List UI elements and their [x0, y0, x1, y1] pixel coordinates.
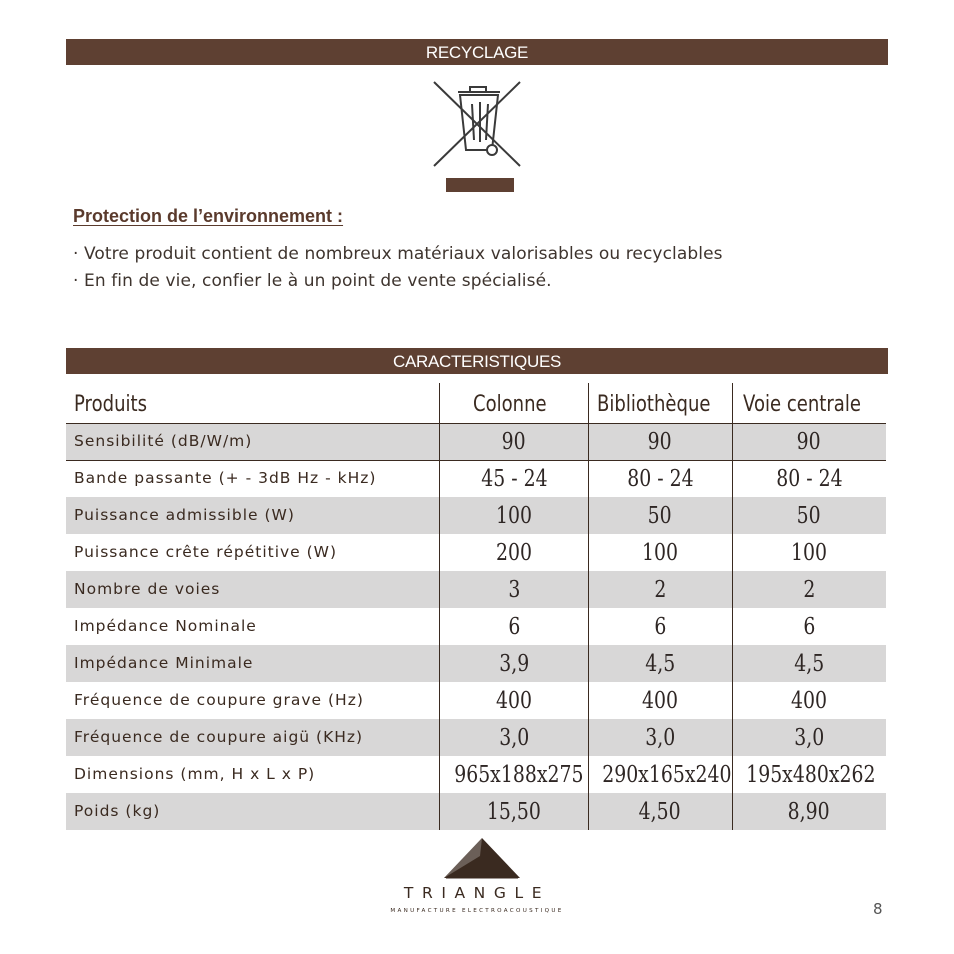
header-products: Produits [74, 392, 147, 417]
table-divider [66, 460, 886, 461]
row-value: 100 [641, 540, 679, 566]
row-value: 400 [495, 688, 533, 714]
table-divider [66, 423, 886, 424]
table-row [66, 719, 886, 756]
row-label: Dimensions (mm, H x L x P) [74, 765, 316, 783]
row-value: 4,5 [644, 651, 675, 677]
row-value: 50 [796, 503, 822, 529]
row-value: 90 [501, 429, 527, 455]
brand-name: TRIANGLE [403, 884, 551, 902]
recycling-banner [66, 39, 888, 65]
table-row [66, 423, 886, 460]
row-value: 3,0 [793, 725, 824, 751]
header-column-bibliotheque: Bibliothèque [597, 392, 711, 417]
row-label: Fréquence de coupure grave (Hz) [74, 691, 364, 709]
table-row [66, 645, 886, 682]
row-value: 400 [790, 688, 828, 714]
specs-banner-label: CARACTERISTIQUES [392, 352, 562, 371]
row-value: 3,0 [644, 725, 675, 751]
environment-title: Protection de l’environnement : [73, 206, 344, 226]
row-value: 400 [641, 688, 679, 714]
row-value: 90 [796, 429, 822, 455]
table-row [66, 608, 886, 645]
column-divider [588, 383, 589, 830]
recycling-banner-label: RECYCLAGE [425, 43, 529, 62]
row-value: 195x480x262 [746, 762, 876, 788]
row-value: 15,50 [486, 799, 541, 825]
row-value: 3,9 [498, 651, 529, 677]
table-row [66, 793, 886, 830]
table-row [66, 497, 886, 534]
row-value: 4,5 [793, 651, 824, 677]
environment-line: · En fin de vie, confier le à un point de vente spécialisé. [73, 271, 552, 291]
row-value: 8,90 [788, 799, 830, 825]
table-row [66, 460, 886, 497]
table-row [66, 571, 886, 608]
row-value: 80 - 24 [626, 466, 694, 492]
row-value: 6 [802, 614, 815, 640]
row-label: Nombre de voies [74, 580, 221, 598]
row-value: 2 [802, 577, 815, 603]
row-value: 45 - 24 [480, 466, 548, 492]
row-value: 80 - 24 [775, 466, 843, 492]
row-label: Impédance Minimale [74, 654, 254, 672]
row-value: 200 [495, 540, 533, 566]
crossed-out-wheelie-bin-icon [430, 78, 524, 194]
header-column-voie-centrale: Voie centrale [743, 392, 861, 417]
row-value: 4,50 [639, 799, 681, 825]
row-label: Puissance crête répétitive (W) [74, 543, 338, 561]
table-row [66, 756, 886, 793]
row-value: 6 [507, 614, 520, 640]
column-divider [732, 383, 733, 830]
page-number: 8 [873, 900, 883, 918]
specs-banner [66, 348, 888, 374]
row-value: 100 [495, 503, 533, 529]
row-label: Fréquence de coupure aigü (KHz) [74, 728, 364, 746]
table-row [66, 534, 886, 571]
row-value: 965x188x275 [454, 762, 584, 788]
row-label: Impédance Nominale [74, 617, 257, 635]
row-value: 3,0 [498, 725, 529, 751]
row-value: 100 [790, 540, 828, 566]
row-value: 90 [647, 429, 673, 455]
environment-line: · Votre produit contient de nombreux matériaux valorisables ou recyclables [73, 244, 723, 264]
row-label: Puissance admissible (W) [74, 506, 295, 524]
column-divider [439, 383, 440, 830]
row-value: 290x165x240 [602, 762, 732, 788]
brand-tagline: MANUFACTURE ELECTROACOUSTIQUE [390, 908, 564, 914]
row-label: Sensibilité (dB/W/m) [74, 432, 253, 450]
row-value: 6 [653, 614, 666, 640]
row-value: 3 [507, 577, 520, 603]
row-label: Poids (kg) [74, 802, 161, 820]
header-column-colonne: Colonne [473, 392, 547, 417]
table-row [66, 682, 886, 719]
row-value: 2 [653, 577, 666, 603]
row-value: 50 [647, 503, 673, 529]
row-label: Bande passante (+ - 3dB Hz - kHz) [74, 469, 377, 487]
